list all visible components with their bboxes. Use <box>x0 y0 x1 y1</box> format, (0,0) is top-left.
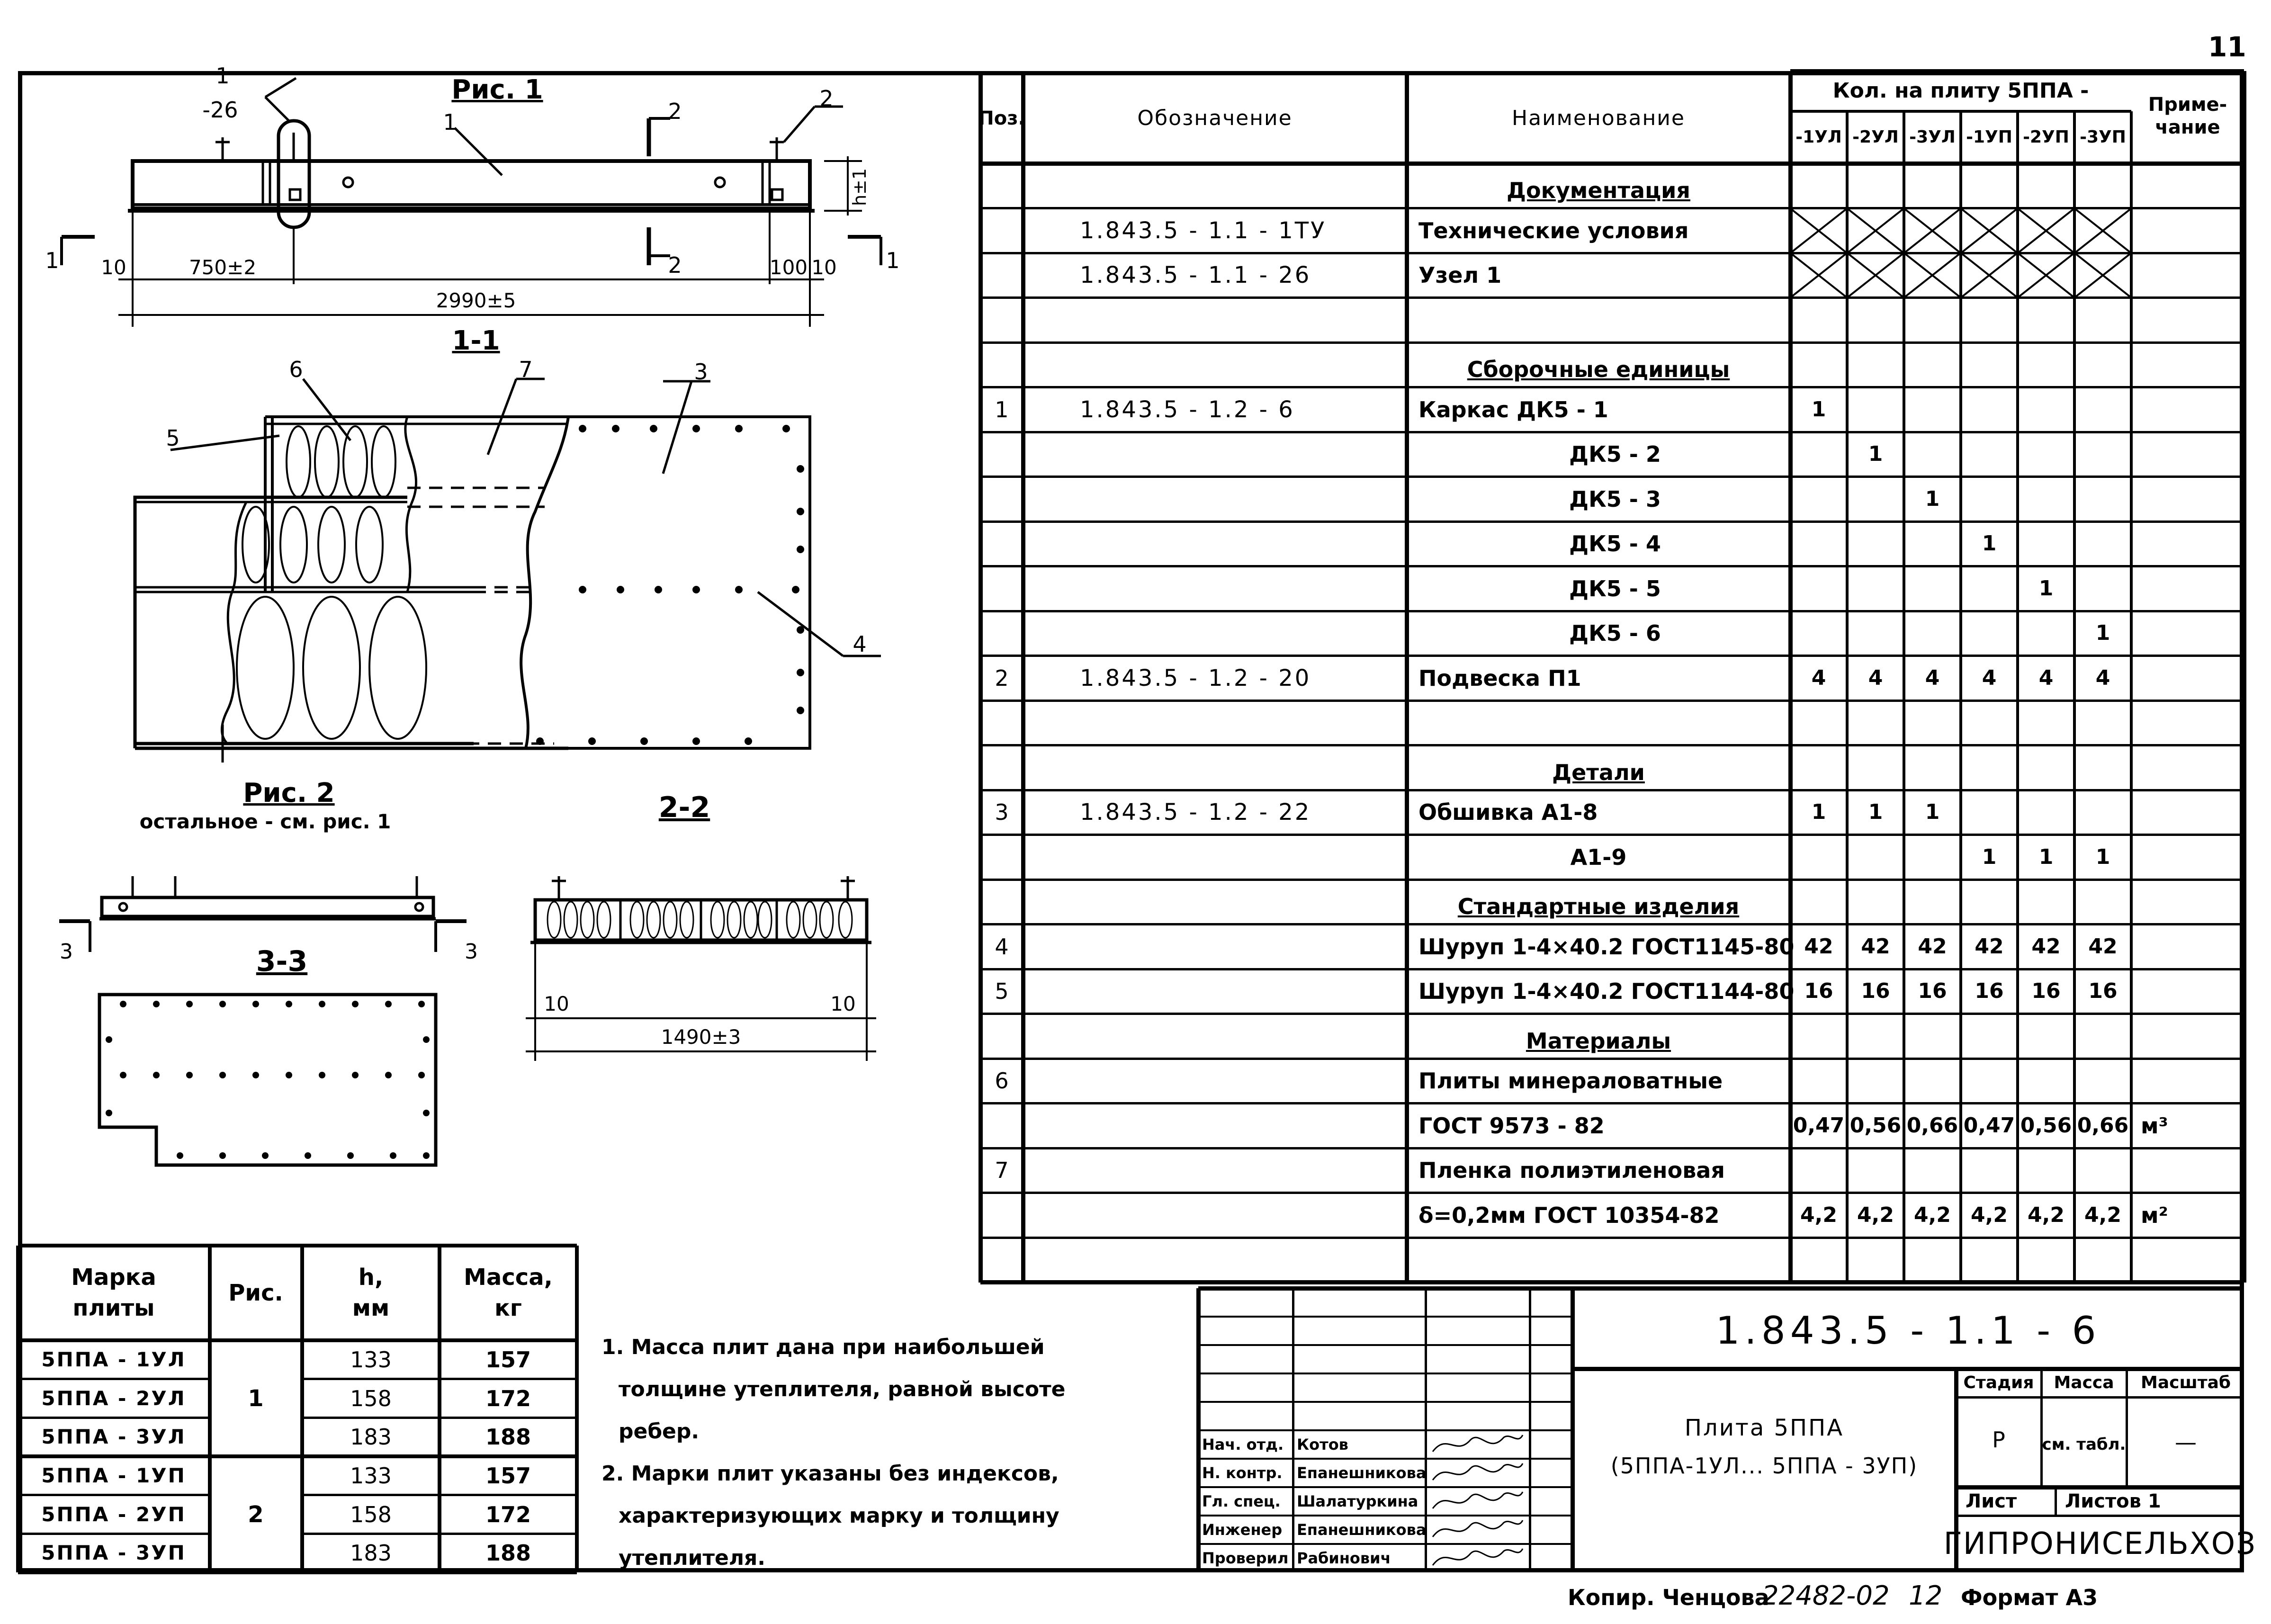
row-name: Пленка полиэтиленовая <box>1418 1157 1725 1184</box>
section-3-3-title: 3-3 <box>256 945 308 978</box>
rule <box>980 520 2244 523</box>
row-quantity: 16 <box>1804 979 1833 1004</box>
row-quantity: 0,56 <box>2020 1113 2072 1138</box>
rule <box>1956 1485 2244 1489</box>
notes <box>601 1326 1065 1579</box>
row-quantity: 1 <box>1925 486 1940 511</box>
row-name: ДК5 - 2 <box>1569 441 1661 467</box>
plate-title: Плита 5ППА <box>1684 1415 1844 1441</box>
dim-10-left: 10 <box>101 256 126 279</box>
header-variant: -3УП <box>2080 127 2126 147</box>
header-fig: Рис. <box>228 1280 283 1306</box>
rule <box>1198 1373 1572 1374</box>
row-designation: 1.843.5 - 1.2 - 22 <box>1080 799 1311 826</box>
row-designation: 1.843.5 - 1.1 - 26 <box>1080 262 1311 289</box>
rule <box>980 789 2244 791</box>
cut-1-right: 1 <box>886 248 900 273</box>
row-name: ДК5 - 3 <box>1569 486 1661 512</box>
rule <box>18 1244 577 1247</box>
signature-role: Проверил <box>1202 1549 1289 1567</box>
mark-name: 5ППА - 3УП <box>41 1541 186 1565</box>
row-name: Плиты минераловатные <box>1418 1068 1723 1094</box>
row-quantity: 4,2 <box>1971 1202 2008 1227</box>
row-quantity: 16 <box>1861 979 1890 1004</box>
row-quantity: 16 <box>1918 979 1947 1004</box>
row-name: ДК5 - 5 <box>1569 575 1661 601</box>
signature-scribble <box>1428 1516 1527 1544</box>
row-position: 5 <box>995 978 1009 1005</box>
row-name: Шуруп 1-4×40.2 ГОСТ1144-80 <box>1418 978 1795 1005</box>
row-quantity: 42 <box>1975 934 2004 959</box>
rule <box>302 1494 577 1496</box>
note-line: характеризующих марку и толщину <box>619 1504 1059 1528</box>
rule <box>1198 1401 1572 1403</box>
row-quantity: 4,2 <box>1800 1202 1837 1227</box>
rule <box>575 1246 579 1572</box>
header-variant: -2УП <box>2023 127 2069 147</box>
dim-100: 100 <box>769 256 808 279</box>
row-quantity: 0,66 <box>2077 1113 2129 1138</box>
header-mass: Масса, кг <box>464 1264 553 1321</box>
rule <box>18 1378 210 1380</box>
cross-out-mark <box>2074 208 2131 253</box>
section-2-2-title: 2-2 <box>658 791 710 824</box>
dim-h: h±1 <box>849 168 870 206</box>
row-quantity: 4,2 <box>2084 1202 2121 1227</box>
cross-out-mark <box>1847 208 1904 253</box>
cut-3-right: 3 <box>465 940 478 964</box>
cut-1-left: 1 <box>45 248 59 273</box>
rule <box>980 1058 2244 1060</box>
row-name: Каркас ДК5 - 1 <box>1418 396 1608 422</box>
header-h: h, мм <box>352 1264 390 1321</box>
row-position: 3 <box>995 799 1009 825</box>
mark-name: 5ППА - 1УЛ <box>41 1347 186 1371</box>
mark-mass: 172 <box>485 1385 531 1411</box>
rule <box>16 1246 20 1572</box>
rule <box>980 565 2244 567</box>
note-line: утеплителя. <box>619 1546 766 1570</box>
sheet-label: Лист <box>1966 1490 2017 1512</box>
signature-role: Инженер <box>1202 1521 1283 1539</box>
row-position: 2 <box>995 665 1009 691</box>
document-code: 1.843.5 - 1.1 - 6 <box>1715 1309 2101 1353</box>
row-quantity: 0,47 <box>1793 1113 1845 1138</box>
row-quantity: 0,56 <box>1849 1113 1902 1138</box>
row-quantity: 4,2 <box>1914 1202 1951 1227</box>
rule <box>980 1280 2244 1284</box>
rule <box>18 1570 577 1574</box>
rule <box>18 1494 210 1496</box>
rule <box>980 386 2244 388</box>
row-quantity: 4 <box>1811 665 1826 690</box>
mark-height: 158 <box>350 1501 392 1527</box>
rule <box>18 1417 210 1419</box>
rule <box>980 341 2244 344</box>
cross-out-mark <box>1847 253 1904 298</box>
fig2-pos-5: 5 <box>166 425 180 451</box>
row-name: ДК5 - 6 <box>1569 620 1661 646</box>
rule <box>300 1246 304 1572</box>
header-variant: -3УЛ <box>1909 127 1956 147</box>
row-position: 4 <box>995 933 1009 960</box>
row-name: А1-9 <box>1570 844 1627 870</box>
mark-mass: 188 <box>485 1424 531 1450</box>
mark-height: 183 <box>350 1540 392 1566</box>
sheet-number: 11 <box>2208 31 2246 63</box>
rule <box>980 700 2244 702</box>
header-qty: Кол. на плиту 5ППА - <box>1832 79 2089 103</box>
rule <box>980 610 2244 612</box>
header-mark: Марка плиты <box>71 1264 156 1321</box>
rule <box>1198 1316 1572 1318</box>
row-section-title: Детали <box>1552 759 1645 785</box>
row-quantity: 0,47 <box>1963 1113 2015 1138</box>
dim-2-2-10-left: 10 <box>544 992 569 1015</box>
fig1-pos-2: 2 <box>819 86 834 111</box>
note-line: 1. Масса плит дана при наибольшей <box>601 1335 1045 1359</box>
header-name: Наименование <box>1512 106 1685 130</box>
row-designation: 1.843.5 - 1.2 - 6 <box>1080 396 1295 423</box>
rule <box>980 655 2244 657</box>
row-section-title: Сборочные единицы <box>1467 357 1730 383</box>
organization: ГИПРОНИСЕЛЬХОЗ <box>1943 1526 2257 1561</box>
rule <box>302 1533 577 1535</box>
mark-name: 5ППА - 3УЛ <box>41 1425 186 1449</box>
note-line: 2. Марки плит указаны без индексов, <box>601 1462 1059 1486</box>
row-name: ДК5 - 4 <box>1569 531 1661 557</box>
row-position: 1 <box>995 396 1009 422</box>
format-label: Формат А3 <box>1961 1585 2098 1610</box>
cross-out-mark <box>1904 208 1961 253</box>
row-section-title: Документация <box>1507 178 1690 204</box>
mass-label: Масса <box>2054 1373 2114 1392</box>
row-name: δ=0,2мм ГОСТ 10354-82 <box>1418 1202 1720 1228</box>
row-note: м² <box>2141 1202 2168 1228</box>
header-variant: -1УП <box>1966 127 2012 147</box>
mark-height: 133 <box>350 1346 392 1373</box>
rule <box>2055 1487 2057 1516</box>
row-note: м³ <box>2141 1113 2168 1139</box>
rule <box>980 1192 2244 1194</box>
fig2-note: остальное - см. рис. 1 <box>139 810 391 833</box>
row-quantity: 16 <box>1975 979 2004 1004</box>
mark-table <box>18 1246 577 1572</box>
rule <box>980 968 2244 970</box>
node-ref-bottom: -26 <box>202 97 238 123</box>
mark-height: 133 <box>350 1462 392 1489</box>
row-name: Обшивка А1-8 <box>1418 799 1598 825</box>
rule <box>18 1454 577 1458</box>
row-quantity: 16 <box>2031 979 2061 1004</box>
signature-name: Епанешникова <box>1297 1521 1427 1539</box>
cross-out-mark <box>2074 253 2131 298</box>
rule <box>980 834 2244 836</box>
cut-3-left: 3 <box>60 940 73 964</box>
cross-out-mark <box>1790 208 1847 253</box>
header-variant: -1УЛ <box>1795 127 1842 147</box>
row-quantity: 0,66 <box>1906 1113 1958 1138</box>
cross-out-mark <box>2018 208 2074 253</box>
stage-value: Р <box>1992 1427 2005 1453</box>
signature-scribble <box>1428 1487 1527 1516</box>
fig1-pos-1: 1 <box>443 109 457 135</box>
row-quantity: 42 <box>2031 934 2061 959</box>
signature-name: Котов <box>1297 1436 1348 1454</box>
row-quantity: 42 <box>1804 934 1833 959</box>
signature-role: Н. контр. <box>1202 1464 1283 1482</box>
note-line: ребер. <box>619 1419 700 1444</box>
header-variant: -2УЛ <box>1852 127 1899 147</box>
row-quantity: 1 <box>2038 844 2054 869</box>
dim-1490: 1490±3 <box>661 1025 741 1049</box>
rule <box>980 1147 2244 1149</box>
signature-name: Рабинович <box>1297 1549 1391 1567</box>
row-quantity: 4,2 <box>1857 1202 1894 1227</box>
fig2-title: Рис. 2 <box>243 778 335 808</box>
note-line: толщине утеплителя, равной высоте <box>619 1377 1066 1401</box>
signature-scribble <box>1428 1544 1527 1572</box>
section-1-1-title: 1-1 <box>452 325 500 356</box>
row-section-title: Стандартные изделия <box>1457 894 1740 920</box>
mark-name: 5ППА - 2УЛ <box>41 1386 186 1410</box>
mark-mass: 157 <box>485 1346 531 1373</box>
row-quantity: 4 <box>2095 665 2110 690</box>
rule <box>980 1237 2244 1239</box>
cross-out-mark <box>1904 253 1961 298</box>
row-quantity: 4 <box>2038 665 2054 690</box>
rule <box>208 1246 212 1572</box>
mark-height: 183 <box>350 1424 392 1450</box>
rule <box>980 476 2244 478</box>
rule <box>980 431 2244 433</box>
mass-value: см. табл. <box>2042 1435 2126 1454</box>
rule <box>438 1246 441 1572</box>
row-quantity: 1 <box>1811 800 1826 825</box>
fig1-title: Рис. 1 <box>451 74 543 105</box>
node-ref-top: 1 <box>215 63 230 89</box>
row-quantity: 1 <box>1982 844 1997 869</box>
cross-out-mark <box>1790 253 1847 298</box>
row-quantity: 4 <box>1925 665 1940 690</box>
row-name: Узел 1 <box>1418 262 1502 288</box>
cross-out-mark <box>1961 208 2018 253</box>
rule <box>1572 1367 2244 1371</box>
mark-fig-group-2: 2 <box>248 1501 264 1528</box>
row-quantity: 1 <box>2095 844 2110 869</box>
rule <box>1790 69 2244 73</box>
row-name: Технические условия <box>1418 217 1689 243</box>
row-designation: 1.843.5 - 1.2 - 20 <box>1080 664 1311 691</box>
specification-table <box>980 71 2244 1293</box>
row-position: 6 <box>995 1068 1009 1094</box>
rule <box>18 1338 577 1342</box>
signature-name: Шалатуркина <box>1297 1492 1418 1510</box>
mark-fig-group-1: 1 <box>248 1385 264 1412</box>
cross-out-mark <box>2018 253 2074 298</box>
row-designation: 1.843.5 - 1.1 - 1ТУ <box>1080 217 1327 244</box>
rule <box>2126 1369 2128 1487</box>
row-name: ГОСТ 9573 - 82 <box>1418 1113 1605 1139</box>
dim-750: 750±2 <box>189 256 257 279</box>
mark-mass: 157 <box>485 1462 531 1489</box>
row-quantity: 4 <box>1982 665 1997 690</box>
row-section-title: Материалы <box>1526 1028 1671 1054</box>
rule <box>302 1417 577 1419</box>
rule <box>18 1533 210 1535</box>
fig2-pos-7: 7 <box>519 357 533 382</box>
rule <box>980 923 2244 925</box>
mark-name: 5ППА - 1УП <box>41 1463 186 1487</box>
row-quantity: 1 <box>1925 800 1940 825</box>
plate-title-variants: (5ППА-1УЛ... 5ППА - 3УП) <box>1610 1453 1918 1479</box>
signature-role: Гл. спец. <box>1202 1492 1281 1510</box>
signature-scribble <box>1428 1430 1527 1459</box>
cut-2-bottom: 2 <box>668 252 682 278</box>
rule <box>1956 1515 2244 1517</box>
rule <box>1956 1396 2244 1399</box>
mark-height: 158 <box>350 1385 392 1411</box>
row-quantity: 16 <box>2088 979 2118 1004</box>
rule <box>2040 1369 2043 1487</box>
mark-mass: 188 <box>485 1540 531 1566</box>
scale-label: Масштаб <box>2141 1373 2231 1392</box>
row-quantity: 1 <box>1811 397 1826 422</box>
rule <box>980 1102 2244 1104</box>
signature-scribble <box>1428 1459 1527 1487</box>
row-name: Подвеска П1 <box>1418 665 1581 691</box>
cross-out-mark <box>1961 253 2018 298</box>
mark-name: 5ППА - 2УП <box>41 1502 186 1526</box>
dim-10-right: 10 <box>811 256 837 279</box>
rule <box>1198 1344 1572 1346</box>
cut-2-top: 2 <box>668 99 682 124</box>
row-quantity: 42 <box>2088 934 2118 959</box>
mark-mass: 172 <box>485 1501 531 1527</box>
row-quantity: 1 <box>1982 531 1997 556</box>
row-quantity: 1 <box>1868 800 1883 825</box>
rule <box>1198 1286 2244 1291</box>
row-quantity: 1 <box>2038 576 2054 601</box>
row-quantity: 42 <box>1861 934 1890 959</box>
stage-label: Стадия <box>1963 1373 2034 1392</box>
rule <box>302 1378 577 1380</box>
header-pos: Поз. <box>978 108 1025 129</box>
signature-name: Епанешникова <box>1297 1464 1427 1482</box>
header-designation: Обозначение <box>1137 106 1293 130</box>
sheets-count-label: Листов 1 <box>2065 1490 2161 1512</box>
row-name: Шуруп 1-4×40.2 ГОСТ1145-80 <box>1418 933 1795 960</box>
dim-2-2-10-right: 10 <box>830 992 856 1015</box>
rule <box>980 162 2244 166</box>
scale-value: — <box>2175 1429 2197 1455</box>
copied-by: Копир. Ченцова <box>1568 1585 1769 1610</box>
row-quantity: 42 <box>1918 934 1947 959</box>
row-quantity: 4,2 <box>2028 1202 2065 1227</box>
rule <box>1790 110 2131 113</box>
fig2-pos-4: 4 <box>853 631 867 657</box>
fig2-pos-3: 3 <box>694 359 708 385</box>
row-quantity: 1 <box>1868 442 1883 467</box>
row-position: 7 <box>995 1157 1009 1184</box>
header-note: Приме- чание <box>2148 94 2227 138</box>
signature-role: Нач. отд. <box>1202 1436 1284 1454</box>
rule <box>980 744 2244 746</box>
dim-2990: 2990±5 <box>436 289 516 312</box>
rule <box>980 879 2244 881</box>
inventory-number: 22482-02 <box>1762 1580 1890 1611</box>
inventory-sheet: 12 <box>1909 1580 1943 1611</box>
title-block <box>1198 1288 2257 1572</box>
rule <box>980 1013 2244 1015</box>
row-quantity: 4 <box>1868 665 1883 690</box>
row-quantity: 1 <box>2095 621 2110 646</box>
fig2-pos-6: 6 <box>289 357 303 382</box>
